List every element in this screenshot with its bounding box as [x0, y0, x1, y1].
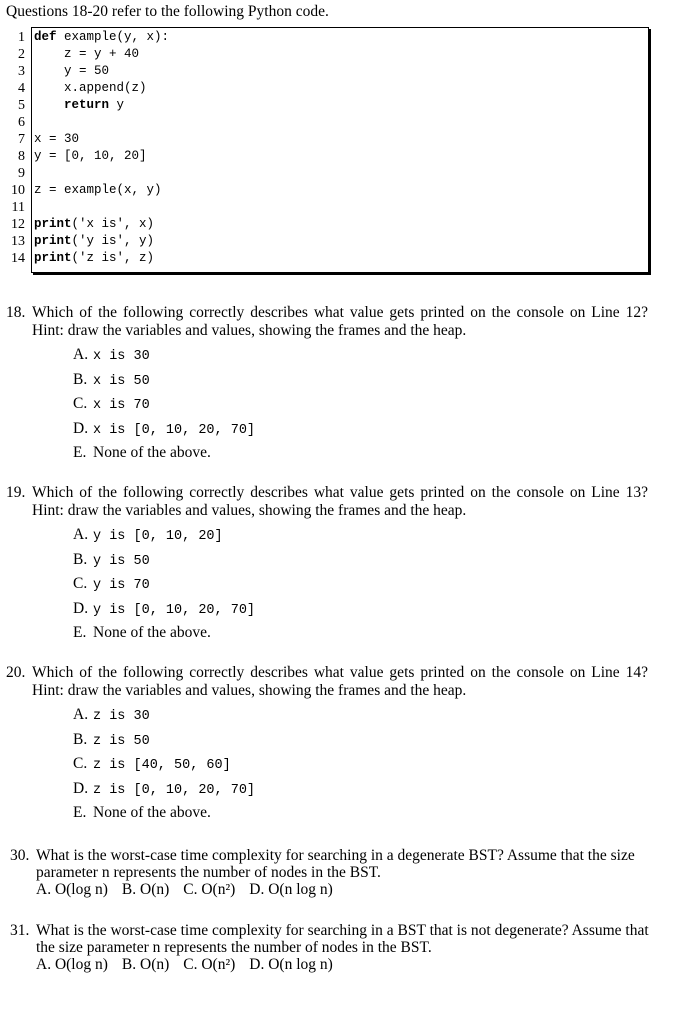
line-number: 10: [11, 183, 25, 198]
option-text: None of the above.: [93, 624, 211, 641]
code-rest: ('z is', z): [71, 251, 155, 265]
option-text: x is 30: [93, 349, 150, 364]
line-number: 3: [18, 64, 25, 79]
option-label: E.: [73, 624, 87, 641]
code-rest: ('y is', y): [71, 234, 155, 248]
option-text: y is [0, 10, 20, 70]: [93, 602, 256, 618]
code-rest: x = 30: [34, 132, 80, 146]
option-text: y is [0, 10, 20]: [93, 529, 223, 544]
line-number: 1: [18, 30, 25, 45]
question-number: 20.: [6, 664, 26, 681]
line-number: 8: [18, 149, 25, 164]
question-30: [10, 847, 650, 898]
code-line: [6, 97, 646, 114]
intro-text: Questions 18-20 refer to the following Python code.: [6, 3, 329, 20]
code-keyword: def: [34, 30, 57, 44]
option-label: C.: [73, 575, 88, 592]
answer-option: A. O(log n): [36, 956, 108, 973]
code-text: [34, 29, 169, 46]
code-line: [6, 216, 646, 233]
option-label: D.: [73, 779, 89, 797]
question-stem: What is the worst-case time complexity for searching in a BST that is not degenerate? Assume that the size parameter n represents the number of nodes in the BST.: [36, 922, 649, 956]
line-number: 5: [18, 98, 25, 113]
option-label: A.: [73, 706, 89, 723]
code-line: [6, 250, 646, 267]
question-stem: Which of the following correctly describes what value gets printed on the console on Line 14? Hint: draw the variables and values, showing the frames and the heap.: [32, 664, 648, 699]
code-rest: y: [109, 98, 125, 112]
answer-option: C. O(n²): [183, 956, 236, 973]
option-label: D.: [73, 599, 89, 617]
answer-choices: [36, 956, 650, 973]
code-rest: x.append(z): [34, 81, 147, 95]
answer-option: [73, 395, 150, 415]
line-number: 7: [18, 132, 25, 147]
answer-option: [73, 780, 255, 800]
answer-option: [73, 444, 211, 462]
code-text: [34, 46, 139, 63]
answer-option: B. O(n): [121, 956, 170, 973]
answer-option: [73, 706, 150, 726]
code-keyword: print: [34, 234, 72, 248]
code-rest: example(y, x):: [56, 30, 170, 44]
option-label: A.: [73, 526, 89, 543]
code-text: [34, 250, 154, 267]
code-line: [6, 148, 646, 165]
answer-option: [73, 624, 211, 642]
answer-option: [73, 804, 211, 822]
code-text: [34, 80, 147, 97]
line-number: 11: [11, 200, 25, 215]
option-label: C.: [73, 395, 88, 412]
option-text: z is 50: [93, 733, 150, 749]
line-number: 12: [11, 217, 25, 232]
code-line: [6, 165, 646, 182]
code-text: [34, 131, 79, 148]
question-31: [10, 922, 650, 973]
answer-option: [73, 731, 150, 751]
question-18: [6, 304, 648, 340]
option-text: y is 70: [93, 578, 150, 593]
code-text: [34, 182, 162, 199]
answer-option: [73, 600, 255, 620]
question-19: [6, 484, 648, 520]
option-label: E.: [73, 804, 87, 821]
code-keyword: print: [34, 251, 72, 265]
option-text: None of the above.: [93, 804, 211, 821]
code-line: [6, 46, 646, 63]
code-line: [6, 233, 646, 250]
answer-option: B. O(n): [121, 881, 170, 898]
line-number: 2: [18, 47, 25, 62]
code-keyword: print: [34, 217, 72, 231]
option-label: E.: [73, 444, 87, 461]
code-text: [34, 148, 147, 165]
answer-option: C. O(n²): [183, 881, 236, 898]
option-text: x is 70: [93, 398, 150, 413]
line-number: 13: [11, 234, 25, 249]
answer-option: [73, 371, 150, 391]
option-label: B.: [73, 550, 88, 568]
question-number: 30.: [10, 847, 30, 864]
answer-option: [73, 755, 231, 775]
code-line: [6, 80, 646, 97]
line-number: 14: [11, 251, 25, 266]
code-line: [6, 63, 646, 80]
question-number: 18.: [6, 304, 26, 321]
option-label: B.: [73, 370, 88, 388]
code-rest: z = example(x, y): [34, 183, 162, 197]
code-line: [6, 182, 646, 199]
line-number: 9: [18, 166, 25, 181]
option-label: C.: [73, 755, 88, 772]
line-number: 6: [18, 115, 25, 130]
answer-option: D. O(n log n): [249, 956, 333, 973]
code-text: [34, 216, 154, 233]
option-text: x is [0, 10, 20, 70]: [93, 422, 256, 438]
code-line: [6, 199, 646, 216]
answer-option: [73, 420, 255, 440]
line-number: 4: [18, 81, 25, 96]
code-text: [34, 97, 124, 114]
option-text: z is [0, 10, 20, 70]: [93, 782, 256, 798]
answer-option: [73, 551, 150, 571]
code-text: [34, 63, 109, 80]
option-text: y is 50: [93, 553, 150, 569]
option-text: None of the above.: [93, 444, 211, 461]
code-rest: y = 50: [34, 64, 110, 78]
option-label: B.: [73, 730, 88, 748]
question-number: 19.: [6, 484, 26, 501]
code-keyword: return: [34, 98, 110, 112]
code-listing: [6, 27, 649, 274]
code-line: [6, 131, 646, 148]
code-rest: ('x is', x): [71, 217, 155, 231]
answer-option: A. O(log n): [36, 881, 108, 898]
question-number: 31.: [10, 922, 30, 939]
question-20: [6, 664, 648, 700]
answer-choices: [36, 881, 650, 898]
answer-option: [73, 526, 223, 546]
option-text: x is 50: [93, 373, 150, 389]
option-text: z is 30: [93, 709, 150, 724]
question-stem: What is the worst-case time complexity for searching in a degenerate BST? Assume that the size parameter n represents the number of nodes in the BST.: [36, 847, 635, 881]
code-rest: y = [0, 10, 20]: [34, 149, 147, 163]
answer-option: [73, 575, 150, 595]
option-label: D.: [73, 419, 89, 437]
code-text: [34, 233, 154, 250]
question-stem: Which of the following correctly describes what value gets printed on the console on Line 13? Hint: draw the variables and values, showing the frames and the heap.: [32, 484, 648, 519]
answer-option: D. O(n log n): [249, 881, 333, 898]
option-label: A.: [73, 346, 89, 363]
code-line: [6, 114, 646, 131]
option-text: z is [40, 50, 60]: [93, 758, 231, 773]
question-stem: Which of the following correctly describes what value gets printed on the console on Line 12? Hint: draw the variables and values, showing the frames and the heap.: [32, 304, 648, 339]
answer-option: [73, 346, 150, 366]
code-line: [6, 29, 646, 46]
code-rest: z = y + 40: [34, 47, 140, 61]
